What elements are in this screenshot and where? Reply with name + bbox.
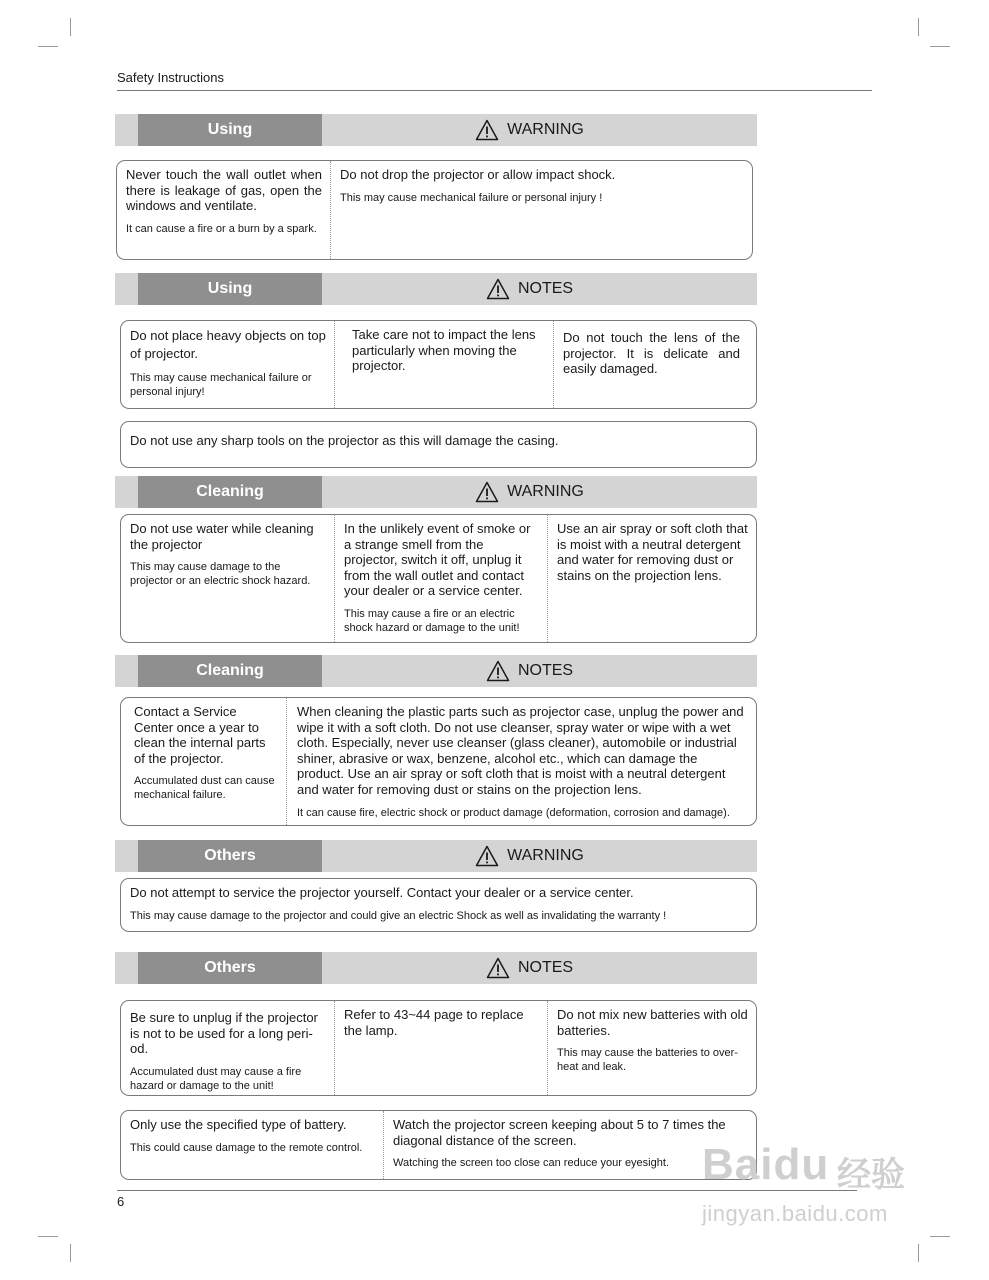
instruction-text: Do not use water while cleaning the projector — [130, 521, 314, 552]
instruction-text: In the unlikely event of smoke or a strange smell from the projector, switch it off, unplug it from the wall outlet and contact your dealer or a service center. — [344, 521, 531, 599]
section-kind — [322, 840, 757, 872]
instruction-cell — [121, 1111, 383, 1179]
instruction-text: Do not touch the lens of the projector. It is delicate and easily damaged. — [563, 330, 740, 377]
watermark-brand: Baidu — [702, 1140, 830, 1189]
instruction-cell — [547, 515, 756, 642]
section-kind-label: WARNING — [507, 483, 584, 500]
section-kind — [322, 476, 757, 508]
instruction-cell — [334, 515, 547, 642]
instruction-cell — [547, 1001, 756, 1095]
section-kind — [322, 952, 757, 984]
warning-triangle-icon — [475, 481, 499, 503]
instruction-cell — [121, 321, 334, 408]
section-bar-others-warning — [115, 840, 757, 872]
instruction-text: Contact a Service Center once a year to clean the internal parts of the projector. — [134, 704, 266, 766]
crop-mark — [38, 46, 58, 47]
section-label: Using — [138, 273, 322, 305]
instruction-text: Take care not to impact the lens particularly when moving the projector. — [352, 327, 536, 374]
crop-mark — [930, 1236, 950, 1237]
instruction-cell — [334, 1001, 547, 1095]
instruction-text: Do not use any sharp tools on the projector as this will damage the casing. — [130, 433, 559, 448]
instruction-box — [120, 697, 757, 826]
section-kind-label: WARNING — [507, 121, 584, 138]
warning-triangle-icon — [486, 278, 510, 300]
section-label: Others — [138, 952, 322, 984]
instruction-cell — [121, 422, 756, 467]
section-kind-label: NOTES — [517, 959, 574, 976]
section-kind — [322, 273, 757, 305]
instruction-text: Be sure to unplug if the projector is not to be used for a long peri-od. — [130, 1010, 318, 1057]
section-bar-cleaning-notes — [115, 655, 757, 687]
warning-triangle-icon — [486, 660, 510, 682]
instruction-box — [120, 1000, 757, 1096]
section-bar-cleaning-warning — [115, 476, 757, 508]
crop-mark — [930, 46, 950, 47]
watermark-cn: 经验 — [837, 1156, 905, 1194]
instruction-subtext: This may cause mechanical failure or personal injury! — [130, 372, 312, 398]
section-bar-using-notes — [115, 273, 757, 305]
instruction-subtext: This may cause the batteries to over-heat and leak. — [557, 1047, 738, 1074]
crop-mark — [70, 1244, 71, 1262]
crop-mark — [38, 1236, 58, 1237]
instruction-text: Do not attempt to service the projector yourself. Contact your dealer or a service center. — [130, 885, 634, 900]
instruction-subtext: It can cause a fire or a burn by a spark. — [126, 222, 317, 235]
instruction-text: Never touch the wall outlet when there is leakage of gas, open the windows and ventilate. — [126, 167, 322, 214]
section-bar-others-notes — [115, 952, 757, 984]
warning-triangle-icon — [475, 119, 499, 141]
instruction-text: Do not mix new batteries with old batteries. — [557, 1007, 748, 1038]
section-kind — [322, 655, 757, 687]
instruction-box — [120, 878, 757, 932]
instruction-subtext: Accumulated dust may cause a fire hazard or damage to the unit! — [130, 1065, 302, 1092]
instruction-cell — [286, 698, 756, 825]
watermark-url: jingyan.baidu.com — [702, 1201, 888, 1226]
baidu-jingyan-watermark — [700, 1125, 930, 1240]
warning-triangle-icon — [486, 957, 510, 979]
instruction-text: Watch the projector screen keeping about 5 to 7 times the diagonal distance of the screen. — [393, 1117, 726, 1148]
crop-mark — [918, 18, 919, 36]
instruction-cell — [553, 321, 756, 408]
instruction-cell — [330, 161, 752, 259]
instruction-cell — [121, 879, 756, 931]
instruction-cell — [121, 1001, 334, 1095]
instruction-text: Only use the specified type of battery. — [130, 1117, 347, 1132]
section-kind-label: NOTES — [517, 662, 574, 679]
instruction-cell — [334, 321, 553, 408]
instruction-box — [120, 320, 757, 409]
instruction-subtext: Watching the screen too close can reduce your eyesight. — [393, 1157, 669, 1170]
instruction-box — [120, 1110, 757, 1180]
instruction-text: When cleaning the plastic parts such as projector case, unplug the power and wipe it with a soft cloth. Do not use cleanser, spray water or wipe with a wet cloth. Especially, never use cleanser (glass cleaner), automobile or industrial shiner, abrasive or wax, benzene, alcohol etc., which can damage the product. Use an air spray or soft cloth that is moist with a neutral detergent and water for removing dust or stains on the projection lens. — [297, 704, 744, 797]
instruction-subtext: This could cause damage to the remote control. — [130, 1141, 363, 1154]
instruction-subtext: It can cause fire, electric shock or product damage (deformation, corrosion and damage). — [297, 806, 730, 819]
instruction-cell — [117, 161, 330, 259]
page-number: 6 — [117, 1194, 125, 1209]
section-label: Using — [138, 114, 322, 146]
instruction-text: Do not drop the projector or allow impact shock. — [340, 167, 616, 182]
warning-triangle-icon — [475, 845, 499, 867]
instruction-box — [120, 421, 757, 468]
section-label: Cleaning — [138, 655, 322, 687]
instruction-subtext: This may cause damage to the projector or an electric shock hazard. — [130, 561, 311, 588]
instruction-text: Refer to 43~44 page to replace the lamp. — [344, 1007, 524, 1038]
section-kind-label: NOTES — [517, 280, 574, 297]
section-kind — [322, 114, 757, 146]
section-bar-using-warning — [115, 114, 757, 146]
instruction-subtext: This may cause a fire or an electric shock hazard or damage to the unit! — [344, 607, 520, 634]
instruction-subtext: This may cause damage to the projector and could give an electric Shock as well as invalidating the warranty ! — [130, 909, 667, 922]
instruction-cell — [121, 515, 334, 642]
instruction-cell — [121, 698, 286, 825]
instruction-text: Do not place heavy objects on top of projector. — [130, 328, 326, 361]
page-header-title: Safety Instructions — [117, 70, 224, 85]
instruction-subtext: This may cause mechanical failure or personal injury ! — [340, 191, 603, 204]
instruction-box — [116, 160, 753, 260]
instruction-subtext: Accumulated dust can cause mechanical failure. — [134, 775, 275, 802]
crop-mark — [70, 18, 71, 36]
crop-mark — [918, 1244, 919, 1262]
section-label: Others — [138, 840, 322, 872]
header-rule — [117, 90, 872, 91]
instruction-box — [120, 514, 757, 643]
instruction-text: Use an air spray or soft cloth that is moist with a neutral detergent and water for removing dust or stains on the projection lens. — [557, 521, 748, 583]
section-label: Cleaning — [138, 476, 322, 508]
section-kind-label: WARNING — [507, 847, 584, 864]
